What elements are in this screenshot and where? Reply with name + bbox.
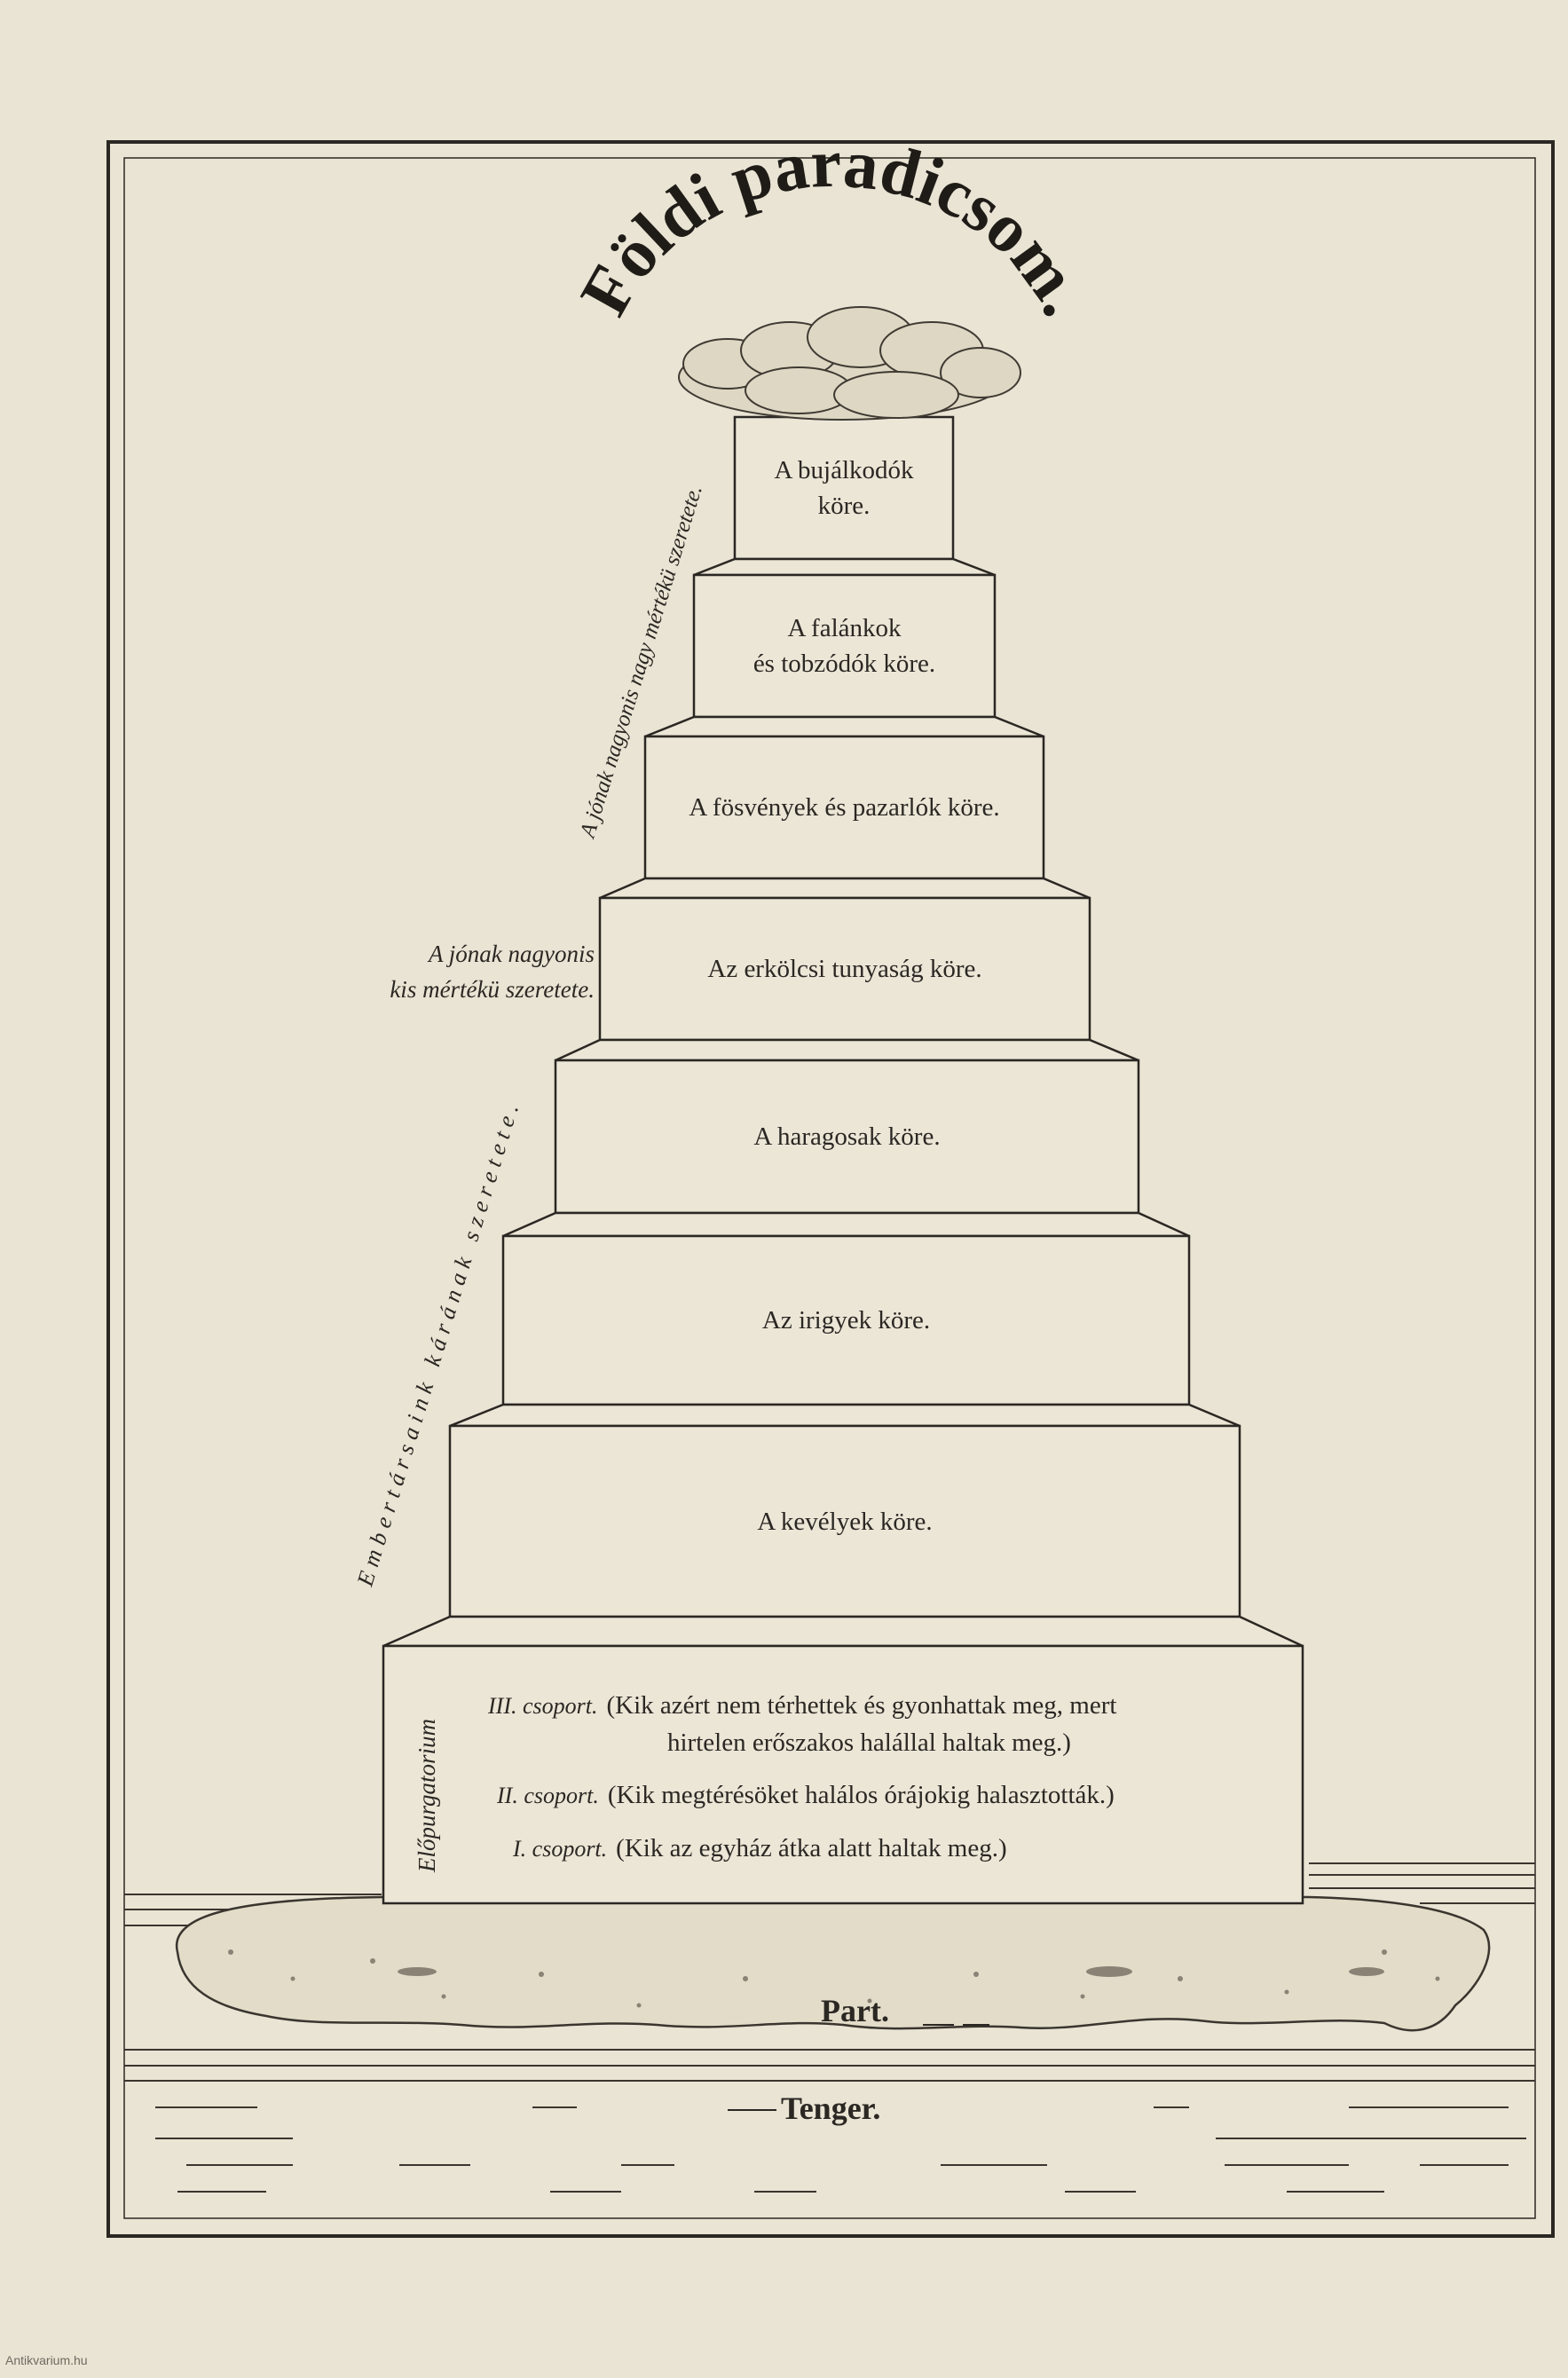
group-3-name: III. csoport. — [488, 1693, 598, 1719]
group-1-name: I. csoport. — [513, 1836, 608, 1862]
group-3-text-2: hirtelen erőszakos halállal haltak meg.) — [667, 1728, 1071, 1757]
layer-line: A fösvények és pazarlók köre. — [689, 793, 1000, 822]
part-label: Part. — [821, 1993, 889, 2028]
layer-line: A bujálkodók — [774, 456, 914, 484]
layer-line: köre. — [817, 492, 871, 520]
group-2-name: II. csoport. — [497, 1783, 599, 1808]
diagram-title: Földi paradicsom. — [564, 123, 1105, 327]
watermark: Antikvarium.hu — [5, 2353, 88, 2367]
layer-line: Az irigyek köre. — [761, 1306, 931, 1335]
middle-annotation-line-2: kis mértékü szeretete. — [390, 976, 595, 1003]
tenger-label: Tenger. — [781, 2091, 881, 2126]
middle-annotation-line-1: A jónak nagyonis — [429, 941, 595, 967]
base-side-label: Előpurgatorium — [414, 1718, 440, 1872]
layer-line: Az erkölcsi tunyaság köre. — [707, 955, 982, 983]
layer-line: A kevélyek köre. — [757, 1507, 933, 1536]
group-2-text: (Kik megtérésöket halálos órájokig halasztották.) — [607, 1781, 1115, 1809]
layer-line: és tobzódók köre. — [752, 650, 936, 678]
layer-line: A falánkok — [787, 614, 902, 642]
layer-line: A haragosak köre. — [753, 1122, 941, 1151]
group-1-text: (Kik az egyház átka alatt haltak meg.) — [616, 1834, 1007, 1862]
group-3-text-1: (Kik azért nem térhettek és gyonhattak meg, mert — [606, 1691, 1117, 1720]
lower-slope-label: Embertársaink kárának szeretete. — [351, 1095, 526, 1589]
upper-slope-label: A jónak nagyonis nagy mértékü szeretete. — [575, 482, 707, 841]
